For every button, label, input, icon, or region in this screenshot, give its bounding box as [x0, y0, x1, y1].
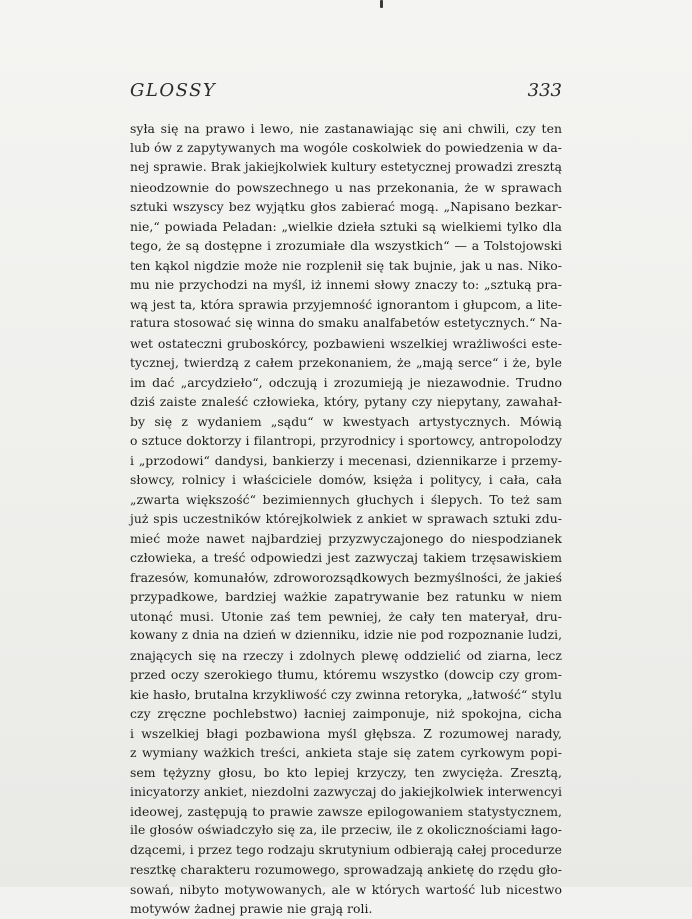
text-line: tego, że są dostępne i zrozumiałe dla wszystkich“ — a Tolstojowski: [130, 238, 562, 253]
text-line: z wymiany ważkich treści, ankieta staje się zatem cyrkowym popi-: [130, 745, 562, 760]
text-line: ratura stosować się winna do smaku analfabetów estetycznych.“ Na-: [130, 316, 562, 330]
text-line: i „przodowi“ dandysi, bankierzy i mecenasi, dziennikarze i przemy-: [130, 452, 562, 468]
text-line: wet ostateczni gruboskórcy, pozbawieni wszelkiej wrażliwości este-: [130, 335, 562, 351]
text-line: kie hasło, brutalna krzykliwość czy zwinna retoryka, „łatwość“ stylu: [130, 686, 562, 702]
text-line: znających się na rzeczy i zdolnych plewę oddzielić od ziarna, lecz: [130, 647, 562, 663]
text-line: ile głosów oświadczyło się za, ile przeciw, ile z okolicznościami łago-: [130, 823, 562, 837]
text-line: przypadkowe, bardziej ważkie zapatrywanie bez ratunku w niem: [130, 589, 562, 604]
text-line: ideowej, zastępują to prawie zawsze epilogowaniem statystycznem,: [130, 803, 562, 819]
text-line: nieodzownie do powszechnego u nas przekonania, że w sprawach: [130, 179, 562, 195]
running-title: GLOSSY: [130, 80, 217, 101]
text-line: sztuki wszyscy bez wyjątku głos zabierać mogą. „Napisano bezkar-: [130, 199, 562, 214]
text-line: człowieka, a treść odpowiedzi jest zazwyczaj takiem trzęsawiskiem: [130, 550, 562, 565]
text-line: lub ów z zapytywanych ma wogóle coskolwiek do powiedzenia w da-: [130, 140, 562, 155]
page-edge-mark: [380, 0, 383, 8]
text-line: ten kąkol nigdzie może nie rozplenił się tak bujnie, jak u nas. Niko-: [130, 257, 562, 273]
text-line: kowany z dnia na dzień w dzienniku, idzie nie pod rozpoznanie ludzi,: [130, 628, 562, 642]
text-line: sowań, nibyto motywowanych, ale w których wartość lub nicestwo: [130, 881, 562, 897]
text-line: i wszelkiej błagi pozbawiona myśl głębsza. Z rozumowej narady,: [130, 725, 562, 741]
text-line: dziś zaiste znaleść człowieka, który, pytany czy niepytany, zawahał-: [130, 394, 562, 409]
text-line: słowcy, rolnicy i właściciele domów, księża i politycy, i cała, cała: [130, 472, 562, 487]
text-line: o sztuce doktorzy i filantropi, przyrodnicy i sportowcy, antropolodzy: [130, 433, 562, 448]
text-line: mu nie przychodzi na myśl, iż innemi słowy znaczy to: „sztuką pra-: [130, 277, 562, 292]
text-line: przed oczy szerokiego tłumu, któremu wszystko (dowcip czy grom-: [130, 667, 562, 682]
text-line: tycznej, twierdzą z całem przekonaniem, że „mają serce“ i że, byle: [130, 355, 562, 370]
text-line: dzącemi, i przez tego rodzaju skrutynium odbierają całej procedurze: [130, 842, 562, 857]
text-line: im dać „arcydzieło“, odczują i zrozumieją je niezawodnie. Trudno: [130, 374, 562, 390]
text-line: wą jest ta, która sprawia przyjemność ignorantom i głupcom, a lite-: [130, 296, 562, 312]
text-line: nie,“ powiada Peladan: „wielkie dzieła sztuki są wielkiemi tylko dla: [130, 218, 562, 234]
text-line: resztkę charakteru rozumowego, sprowadzają ankietę do rzędu gło-: [130, 862, 562, 877]
text-line: sem tężyzny głosu, bo kto lepiej krzyczy, ten zwycięża. Zresztą,: [130, 764, 562, 780]
text-line: utonąć musi. Utonie zaś tem pewniej, że cały ten materyał, dru-: [130, 608, 562, 624]
text-line: by się z wydaniem „sądu“ w kwestyach artystycznych. Mówią: [130, 413, 562, 429]
text-line-last: motywów żadnej prawie nie grają roli.: [130, 901, 373, 916]
text-line: czy zręczne pochlebstwo) łacniej zaimponuje, niż spokojna, cicha: [130, 706, 562, 721]
body-text: [130, 119, 562, 919]
page-number: 333: [527, 80, 562, 101]
running-head: [130, 80, 562, 102]
text-line: już spis uczestników którejkolwiek z ankiet w sprawach sztuki zdu-: [130, 511, 562, 526]
text-line: inicyatorzy ankiet, niezdolni zazwyczaj do jakiejkolwiek interwencyi: [130, 784, 562, 799]
text-line: frazesów, komunałów, zdroworozsądkowych bezmyślności, że jakieś: [130, 569, 562, 585]
text-line: syła się na prawo i lewo, nie zastanawiając się ani chwili, czy ten: [130, 121, 562, 136]
text-line: nej sprawie. Brak jakiejkolwiek kultury estetycznej prowadzi zresztą: [130, 160, 562, 174]
text-line: „zwarta większość“ bezimiennych głuchych i ślepych. To też sam: [130, 491, 562, 507]
text-line: mieć może nawet najbardziej przyzwyczajonego do niespodzianek: [130, 530, 562, 546]
